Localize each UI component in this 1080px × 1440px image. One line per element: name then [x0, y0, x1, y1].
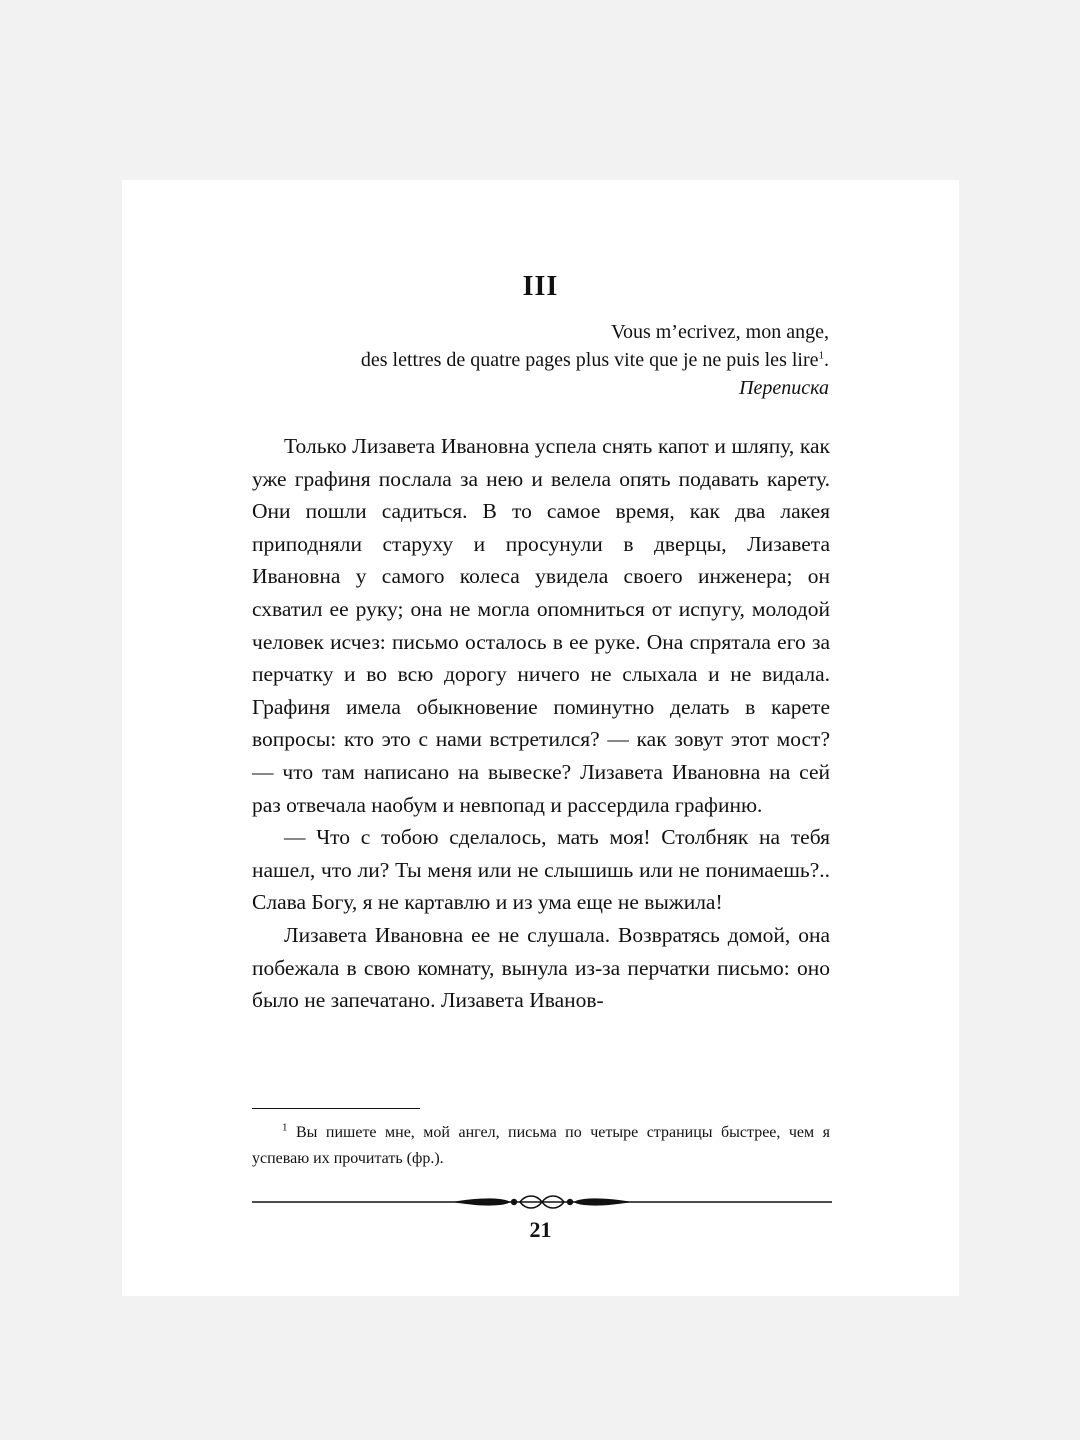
- body-text: [252, 430, 830, 1017]
- footnote: [252, 1120, 830, 1172]
- epigraph-line-text: des lettres de quatre pages plus vite que je ne puis les lire: [360, 349, 819, 371]
- ornament-left-flourish: [452, 1198, 510, 1205]
- footnote-text: Вы пишете мне, мой ангел, письма по четыре страницы быстрее, чем я успеваю их прочитать (фр.).: [252, 1124, 830, 1167]
- footnote-marker: 1: [282, 1121, 288, 1134]
- ornament-left-dot: [511, 1199, 517, 1205]
- paragraph: Лизавета Ивановна ее не слушала. Возвратясь домой, она побежала в свою комнату, вынула из-за перчатки письмо: оно было не запечатано. Лизавета Иванов-: [252, 922, 830, 1013]
- ornament-right-dot: [567, 1199, 573, 1205]
- paragraph: Только Лизавета Ивановна успела снять капот и шляпу, как уже графиня послала за нею и велела опять подавать карету. Они пошли садиться. В то самое время, как два лакея приподняли старуху и просунули в дверцы, Лизавета Ивановна у самого колеса увидела своего инженера; он схватил ее руку; она не могла опомниться от испугу, молодой человек исчез: письмо осталось в ее руке. Она спрятала его за перчатку и во всю дорогу ничего не слыхала и не видала. Графиня имела обыкновение поминутно делать в карете вопросы: кто это с нами встретился? — как зовут этот мост? — что там написано на вывеске? Лизавета Ивановна на сей раз отвечала наобум и невпопад и рассердила графиню.: [252, 434, 830, 817]
- epigraph: [269, 318, 829, 402]
- ornamental-divider: [252, 1190, 832, 1214]
- chapter-heading: III: [522, 271, 559, 302]
- footnote-divider: [252, 1108, 420, 1109]
- epigraph-line: [269, 346, 829, 374]
- ornament-right-flourish: [574, 1198, 632, 1205]
- epigraph-source: Переписка: [739, 377, 829, 399]
- epigraph-period: .: [824, 349, 829, 371]
- book-page: [122, 180, 959, 1296]
- paragraph: — Что с тобою сделалось, мать моя! Столбняк на тебя нашел, что ли? Ты меня или не слышишь или не понимаешь?.. Слава Богу, я не картавлю и из ума еще не выжила!: [252, 825, 830, 915]
- footnote-reference: 1: [818, 349, 824, 362]
- epigraph-line: Vous m’ecrivez, mon ange,: [611, 321, 829, 343]
- page-number: 21: [529, 1217, 552, 1242]
